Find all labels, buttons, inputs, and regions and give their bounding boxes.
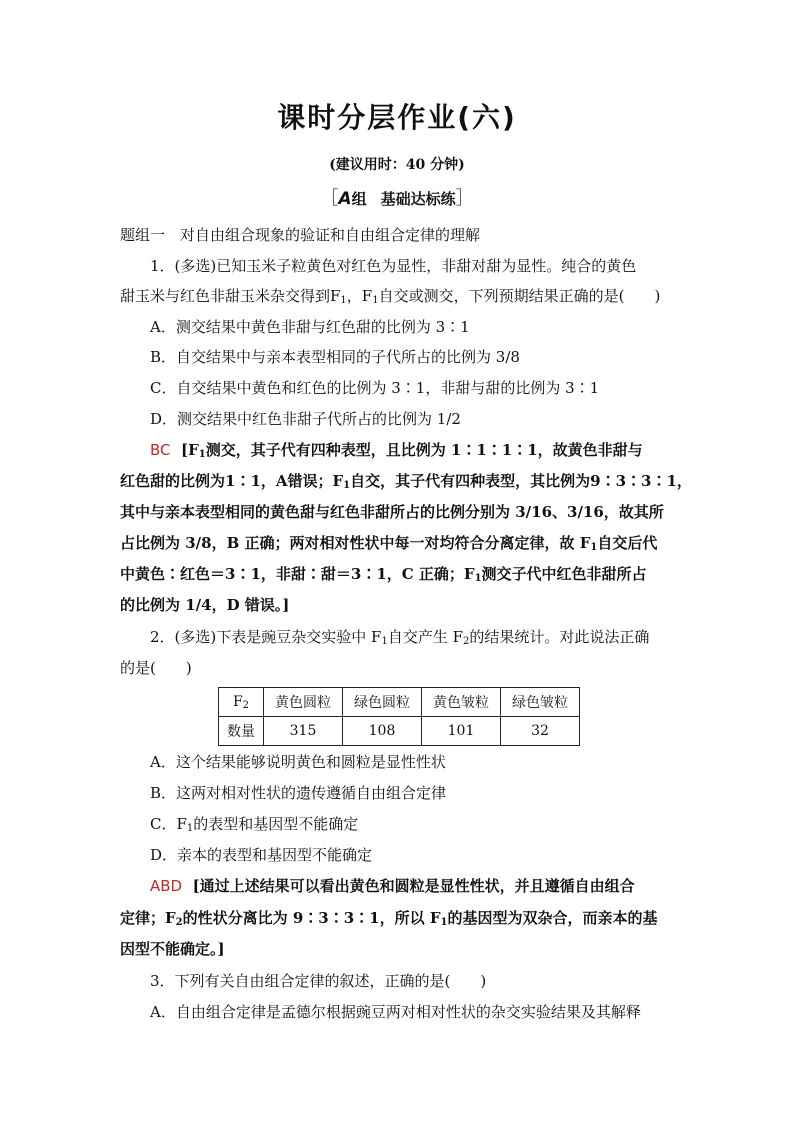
q2-explanation-line-1: ABD [通过上述结果可以看出黄色和圆粒是显性性状，并且遵循自由组合 — [150, 877, 635, 895]
q1-explanation-line-5: 中黄色∶红色＝3∶1，非甜∶甜＝3∶1，C 正确；$F_1$测交子代中红色非甜所占 — [120, 565, 647, 584]
q1-option-d: D．测交结果中红色非甜子代所占的比例为 1/2 — [150, 410, 461, 428]
q1-explanation-line-3: 其中与亲本表型相同的黄色甜与红色非甜所占的比例分别为 3/16、3/16，故其所 — [120, 503, 664, 521]
q2-option-d: D．亲本的表型和基因型不能确定 — [150, 846, 373, 864]
suggested-time: (建议用时：40 分钟) — [329, 157, 465, 173]
table-cell: 315 — [264, 717, 343, 746]
q2-option-b: B．这两对相对性状的遗传遵循自由组合定律 — [150, 784, 447, 802]
table-cell: 108 — [343, 717, 422, 746]
table-header-cell: 绿色圆粒 — [343, 688, 422, 717]
q1-explanation-line-4: 占比例为 3/8，B 正确；两对相对性状中每一对均符合分离定律，故 $F_1$自交后代 — [120, 534, 658, 553]
q1-explanation-line-6: 的比例为 1/4，D 错误。] — [120, 596, 290, 614]
group-open-bracket: ［ — [320, 188, 339, 209]
q2-option-c: C．$F_1$的表型和基因型不能确定 — [150, 815, 359, 834]
page-title: 课时分层作业(六) — [277, 101, 517, 134]
q1-option-a: A．测交结果中黄色非甜与红色甜的比例为 3∶1 — [150, 318, 470, 336]
q1-stem-line-2: 甜玉米与红色非甜玉米杂交得到$F_1$，$F_1$自交或测交，下列预期结果正确的是( ) — [120, 287, 661, 306]
f2-results-table — [218, 687, 580, 746]
table-header-row — [219, 688, 580, 717]
topic-heading: 题组一 对自由组合现象的验证和自由组合定律的理解 — [120, 226, 481, 244]
group-name: 基础达标练 — [380, 190, 456, 208]
q2-answer-key: ABD — [150, 877, 183, 895]
table-row-label: 数量 — [219, 717, 264, 746]
q1-option-c: C．自交结果中黄色和红色的比例为 3∶1，非甜与甜的比例为 3∶1 — [150, 379, 600, 397]
group-label: 组 — [351, 190, 367, 208]
group-letter: A — [338, 189, 352, 209]
q1-explanation-line-1: BC [$F_1$测交，其子代有四种表型，且比例为 1∶1∶1∶1，故黄色非甜与 — [150, 441, 643, 460]
q1-answer-key: BC — [150, 441, 171, 459]
q3-stem: 3．下列有关自由组合定律的叙述，正确的是( ) — [150, 972, 487, 990]
group-header — [0, 184, 794, 210]
table-header-cell: 绿色皱粒 — [501, 688, 580, 717]
q2-option-a: A．这个结果能够说明黄色和圆粒是显性性状 — [150, 753, 446, 771]
q3-option-a: A．自由组合定律是孟德尔根据豌豆两对相对性状的杂交实验结果及其解释 — [150, 1003, 641, 1021]
table-cell: 101 — [422, 717, 501, 746]
table-header-cell: 黄色皱粒 — [422, 688, 501, 717]
group-close-bracket: ］ — [455, 188, 474, 209]
q1-stem-line-1: 1．(多选)已知玉米子粒黄色对红色为显性，非甜对甜为显性。纯合的黄色 — [150, 257, 637, 275]
q2-explanation-line-2: 定律；$F_2$的性状分离比为 9∶3∶3∶1，所以 $F_1$的基因型为双杂合，而亲本的基 — [120, 909, 658, 928]
q2-stem-line-1: 2．(多选)下表是豌豆杂交实验中 $F_1$自交产生 $F_2$的结果统计。对此说法正确 — [150, 628, 650, 647]
table-header-label: $F_2$ — [219, 688, 264, 717]
q2-explanation-line-3: 因型不能确定。] — [120, 940, 225, 958]
table-row — [219, 717, 580, 746]
q1-explanation-line-2: 红色甜的比例为1∶1，A错误；$F_1$自交，其子代有四种表型，其比例为9∶3∶3∶1， — [120, 472, 692, 491]
table-cell: 32 — [501, 717, 580, 746]
q1-option-b: B．自交结果中与亲本表型相同的子代所占的比例为 3/8 — [150, 348, 520, 366]
q2-stem-line-2: 的是( ) — [120, 659, 192, 677]
table-header-cell: 黄色圆粒 — [264, 688, 343, 717]
